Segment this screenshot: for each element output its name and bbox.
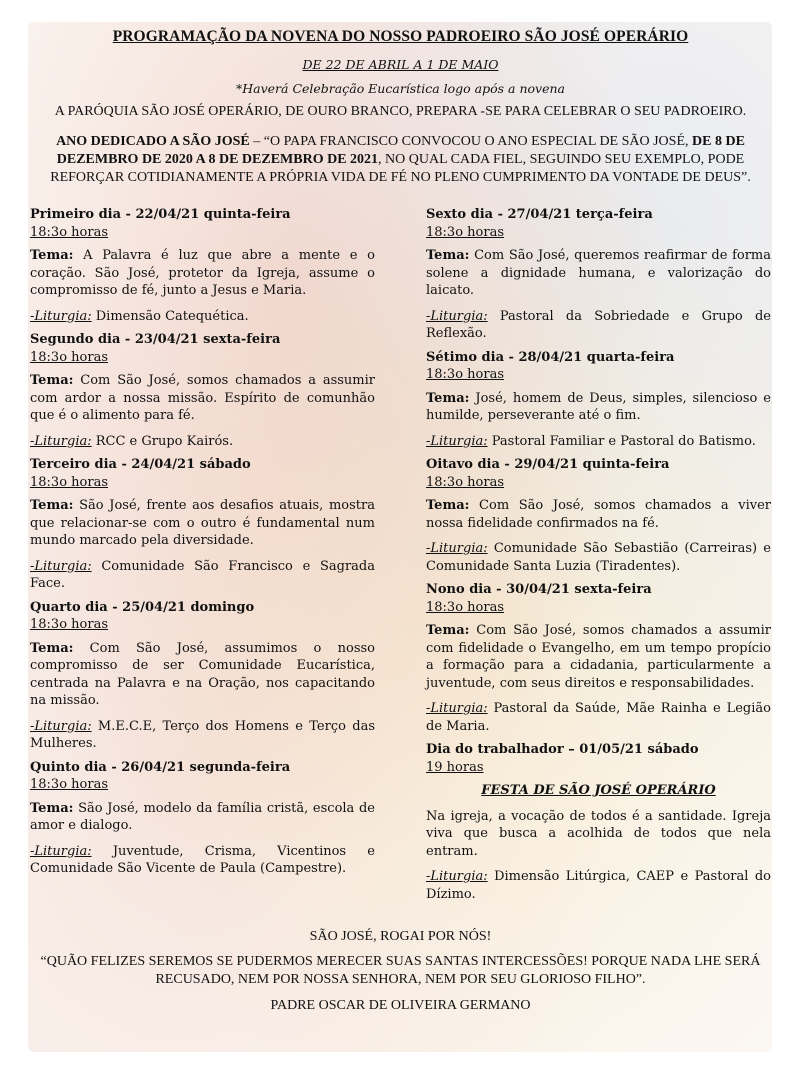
day-theme: Tema: José, homem de Deus, simples, silencioso e humilde, perseverante até o fim.	[426, 390, 771, 423]
day-theme: Tema: A Palavra é luz que abre a mente e o coração. São José, protetor da Igreja, assume o compromisso de fé, junto a Jesus e Maria.	[30, 248, 375, 298]
day-liturgy: -Liturgia: Dimensão Catequética.	[30, 308, 249, 324]
day-liturgy: -Liturgia: M.E.C.E, Terço dos Homens e Terço das Mulheres.	[30, 718, 375, 751]
day-7	[426, 349, 771, 451]
day-liturgy: -Liturgia: Pastoral da Sobriedade e Grupo de Reflexão.	[426, 308, 771, 341]
page-title: PROGRAMAÇÃO DA NOVENA DO NOSSO PADROEIRO SÃO JOSÉ OPERÁRIO	[112, 28, 689, 45]
day-time: 18:3o horas	[426, 367, 504, 382]
day-liturgy: -Liturgia: Pastoral Familiar e Pastoral do Batismo.	[426, 433, 756, 449]
day-trabalhador	[426, 741, 771, 776]
day-6	[426, 206, 771, 343]
day-theme: Tema: Com São José, somos chamados a viver nossa fidelidade confirmados na fé.	[426, 498, 771, 531]
day-theme: Tema: Com São José, queremos reafirmar de forma solene a dignidade humana, e valorização do laicato.	[426, 248, 771, 298]
festa-title: FESTA DE SÃO JOSÉ OPERÁRIO	[481, 783, 716, 798]
day-liturgy: -Liturgia: Comunidade São Francisco e Sagrada Face.	[30, 558, 375, 591]
signature: PADRE OSCAR DE OLIVEIRA GERMANO	[270, 998, 531, 1013]
day-3	[30, 456, 375, 593]
day-time: 18:3o horas	[30, 224, 108, 240]
day-time: 18:3o horas	[426, 224, 504, 240]
year-dedication-heading: ANO DEDICADO A SÃO JOSÉ	[56, 134, 250, 149]
festa-text: Na igreja, a vocação de todos é a santidade. Igreja viva que busca a acolhida de todos que nela entram.	[426, 808, 771, 859]
day-title: Sétimo dia - 28/04/21 quarta-feira	[426, 349, 675, 365]
day-4	[30, 599, 375, 753]
day-title: Segundo dia - 23/04/21 sexta-feira	[30, 332, 281, 347]
day-liturgy: -Liturgia: Juventude, Crisma, Vicentinos e Comunidade São Vicente de Paula (Campestre).	[30, 843, 375, 876]
day-theme: Tema: Com São José, somos chamados a assumir com fidelidade o Evangelho, em um tempo propício a formação para a cidadania, particularmente a juventude, com seus direitos e responsabilidades.	[426, 623, 771, 691]
day-8	[426, 456, 771, 575]
day-time: 18:3o horas	[30, 474, 108, 490]
day-time: 18:3o horas	[30, 777, 108, 792]
day-liturgy: -Liturgia: Comunidade São Sebastião (Carreiras) e Comunidade Santa Luzia (Tiradentes).	[426, 541, 771, 574]
day-time: 18:3o horas	[426, 599, 504, 615]
day-time: 19 horas	[426, 759, 484, 775]
schedule-column-right	[426, 206, 771, 903]
schedule-column-left	[30, 206, 375, 884]
day-title: Terceiro dia - 24/04/21 sábado	[30, 457, 251, 472]
day-theme: Tema: São José, modelo da família cristã, escola de amor e dialogo.	[30, 800, 375, 833]
day-theme: Tema: Com São José, assumimos o nosso compromisso de ser Comunidade Eucarística, centrada na Palavra e na Oração, nos capacitando na missão.	[30, 640, 375, 708]
day-theme: Tema: Com São José, somos chamados a assumir com ardor a nossa missão. Espírito de comunhão que é o alimento para fé.	[30, 373, 375, 423]
parish-announcement: A PARÓQUIA SÃO JOSÉ OPERÁRIO, DE OURO BRANCO, PREPARA -SE PARA CELEBRAR O SEU PADROEIRO.	[54, 104, 747, 119]
day-title: Dia do trabalhador – 01/05/21 sábado	[426, 742, 699, 757]
festa-liturgy: -Liturgia: Dimensão Litúrgica, CAEP e Pastoral do Dízimo.	[426, 869, 771, 902]
day-theme: Tema: São José, frente aos desafios atuais, mostra que relacionar-se com o outro é fundamental num mundo marcado pela diversidade.	[30, 498, 375, 548]
day-5	[30, 759, 375, 878]
closing-prayer: SÃO JOSÉ, ROGAI POR NÓS!	[309, 929, 492, 944]
day-title: Quinto dia - 26/04/21 segunda-feira	[30, 759, 291, 775]
celebration-note: *Haverá Celebração Eucarística logo após a novena	[235, 81, 566, 96]
day-title: Sexto dia - 27/04/21 terça-feira	[426, 207, 653, 222]
day-title: Oitavo dia - 29/04/21 quinta-feira	[426, 457, 670, 472]
day-title: Primeiro dia - 22/04/21 quinta-feira	[30, 207, 291, 222]
day-time: 18:3o horas	[426, 474, 504, 490]
day-time: 18:3o horas	[30, 349, 108, 365]
day-title: Quarto dia - 25/04/21 domingo	[30, 599, 255, 615]
day-2	[30, 331, 375, 450]
day-title: Nono dia - 30/04/21 sexta-feira	[426, 582, 652, 597]
day-1	[30, 206, 375, 325]
year-dedication: ANO DEDICADO A SÃO JOSÉ – “O PAPA FRANCISCO CONVOCOU O ANO ESPECIAL DE SÃO JOSÉ, DE 8 DE DEZEMBRO DE 2020 A 8 DE DEZEMBRO DE 2021, NO QUAL CADA FIEL, SEGUINDO SEU EXEMPLO, PODE REFORÇAR COTIDIANAMENTE A PRÓPRIA VIDA DE FÉ NO PLENO CUMPRIMENTO DA VONTADE DE DEUS”.	[50, 134, 751, 185]
novena-dates: DE 22 DE ABRIL A 1 DE MAIO	[302, 57, 499, 72]
day-liturgy: -Liturgia: Pastoral da Saúde, Mãe Rainha e Legião de Maria.	[426, 701, 771, 734]
day-liturgy: -Liturgia: RCC e Grupo Kairós.	[30, 433, 234, 449]
closing-quote: “QUÃO FELIZES SEREMOS SE PUDERMOS MERECER SUAS SANTAS INTERCESSÕES! PORQUE NADA LHE SERÁ RECUSADO, NEM POR NOSSA SENHORA, NEM POR SEU GLORIOSO FILHO”.	[40, 954, 761, 987]
day-9	[426, 581, 771, 735]
day-time: 18:3o horas	[30, 617, 108, 632]
